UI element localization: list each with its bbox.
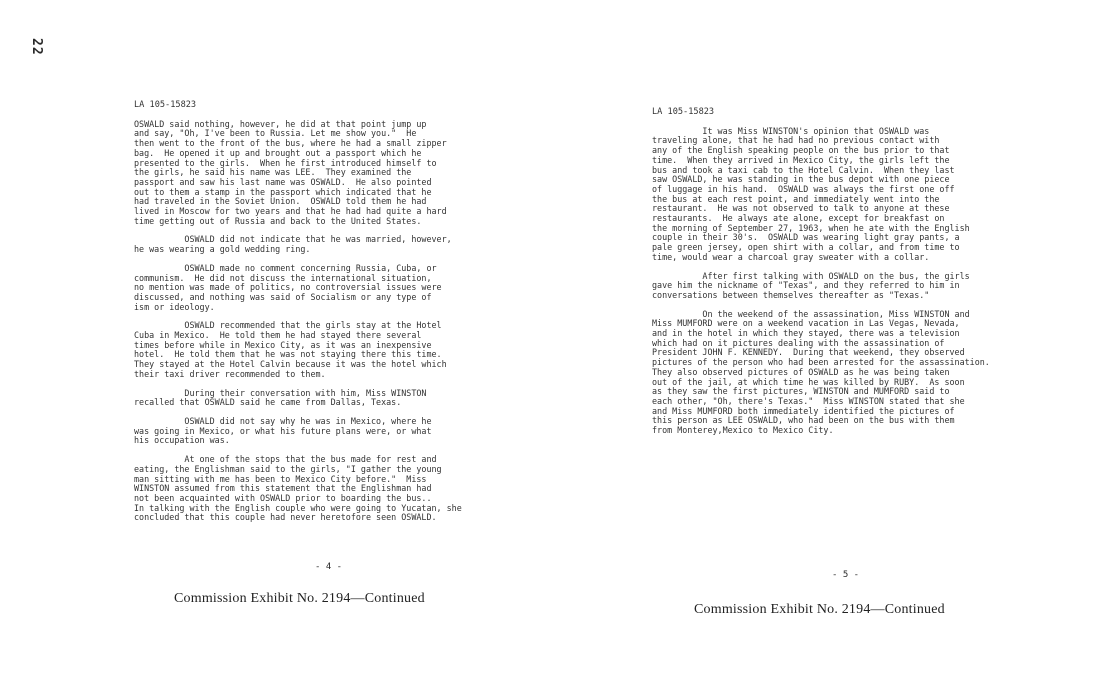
right-paragraph-3: On the weekend of the assassination, Miss WINSTON and Miss MUMFORD were on a weekend vacation in Las Vegas, Nevada, and in the hotel in which they stayed, there was a television which had on it pictures dealing with the assassination of President JOHN F. KENNEDY. During that weekend, they observed pictures of the person who had been arrested for the assassination. They also observed pictures of OSWALD as he was being taken out of the jail, at which time he was killed by RUBY. As soon as they saw the first pictures, WINSTON and MUMFORD said to each other, "Oh, there's Texas." Miss WINSTON stated that she and Miss MUMFORD both immediately identified the pictures of this person as LEE OSWALD, who had been on the bus with them from Monterey,Mexico to Mexico City. [652,308,990,436]
right-paragraph-1: It was Miss WINSTON's opinion that OSWALD was traveling alone, that he had had no previous contact with any of the English speaking people on the bus prior to that time. When they arrived in Mexico City, the girls left the bus and took a taxi cab to the Hotel Calvin. When they last saw OSWALD, he was standing in the bus depot with one piece of luggage in his hand. OSWALD was always the first one off the bus at each rest point, and immediately went into the restaurant. He was not observed to talk to anyone at these restaurants. He always ate alone, except for breakfast on the morning of September 27, 1963, when he ate with the English couple in their 30's. OSWALD was wearing light gray pants, a pale green jersey, open shirt with a collar, and from time to time, would wear a charcoal gray sweater with a collar. [652,125,970,262]
left-paragraph-3: OSWALD made no comment concerning Russia, Cuba, or communism. He did not discuss the international situation, no mention was made of politics, no controversial issues were discussed, and nothing was said of Socialism or any type of ism or ideology. [134,262,442,312]
left-paragraph-7: At one of the stops that the bus made for rest and eating, the Englishman said to the girls, "I gather the young man sitting with me has been to Mexico City before." Miss WINSTON assumed from this statement that the Englishman had not been acquainted with OSWALD prior to boarding the bus.. In talking with the English couple who were going to Yucatan, she concluded that this couple had never heretofore seen OSWALD. [134,454,462,523]
right-page-body [652,108,1052,445]
right-file-number: LA 105-15823 [652,107,715,117]
right-paragraph-2: After first talking with OSWALD on the bus, the girls gave him the nickname of "Texas", and they referred to him in conversations between themselves thereafter as "Texas." [652,270,970,300]
left-paragraph-5: During their conversation with him, Miss WINSTON recalled that OSWALD said he came from Dallas, Texas. [134,387,427,408]
left-page-number: - 4 - [315,562,343,572]
right-page-number: - 5 - [832,570,860,580]
left-paragraph-1: OSWALD said nothing, however, he did at that point jump up and say, "Oh, I've been to Russia. Let me show you." He then went to the front of the bus, where he had a small zipper bag. He opened it up and brought out a passport which he presented to the girls. When he first introduced himself to the girls, he said his name was LEE. They examined the passport and saw his last name was OSWALD. He also pointed out to them a stamp in the passport which indicated that he had traveled in the Soviet Union. OSWALD told them he had lived in Moscow for two years and that he had had quite a hard time getting out of Russia and back to the United States. [134,118,447,226]
left-paragraph-6: OSWALD did not say why he was in Mexico, where he was going in Mexico, or what his future plans were, or what his occupation was. [134,415,432,446]
left-page-body [134,101,514,532]
left-paragraph-2: OSWALD did not indicate that he was married, however, he was wearing a gold wedding ring. [134,234,452,255]
margin-page-number: 22 [29,38,44,56]
left-paragraph-4: OSWALD recommended that the girls stay at the Hotel Cuba in Mexico. He told them he had stayed there several times before while in Mexico City, as it was an inexpensive hotel. He told them that he was not staying there this time. They stayed at the Hotel Calvin because it was the hotel which their taxi driver recommended to them. [134,320,447,379]
right-exhibit-caption: Commission Exhibit No. 2194—Continued [694,602,945,617]
left-exhibit-caption: Commission Exhibit No. 2194—Continued [174,591,425,606]
left-file-number: LA 105-15823 [134,100,197,110]
